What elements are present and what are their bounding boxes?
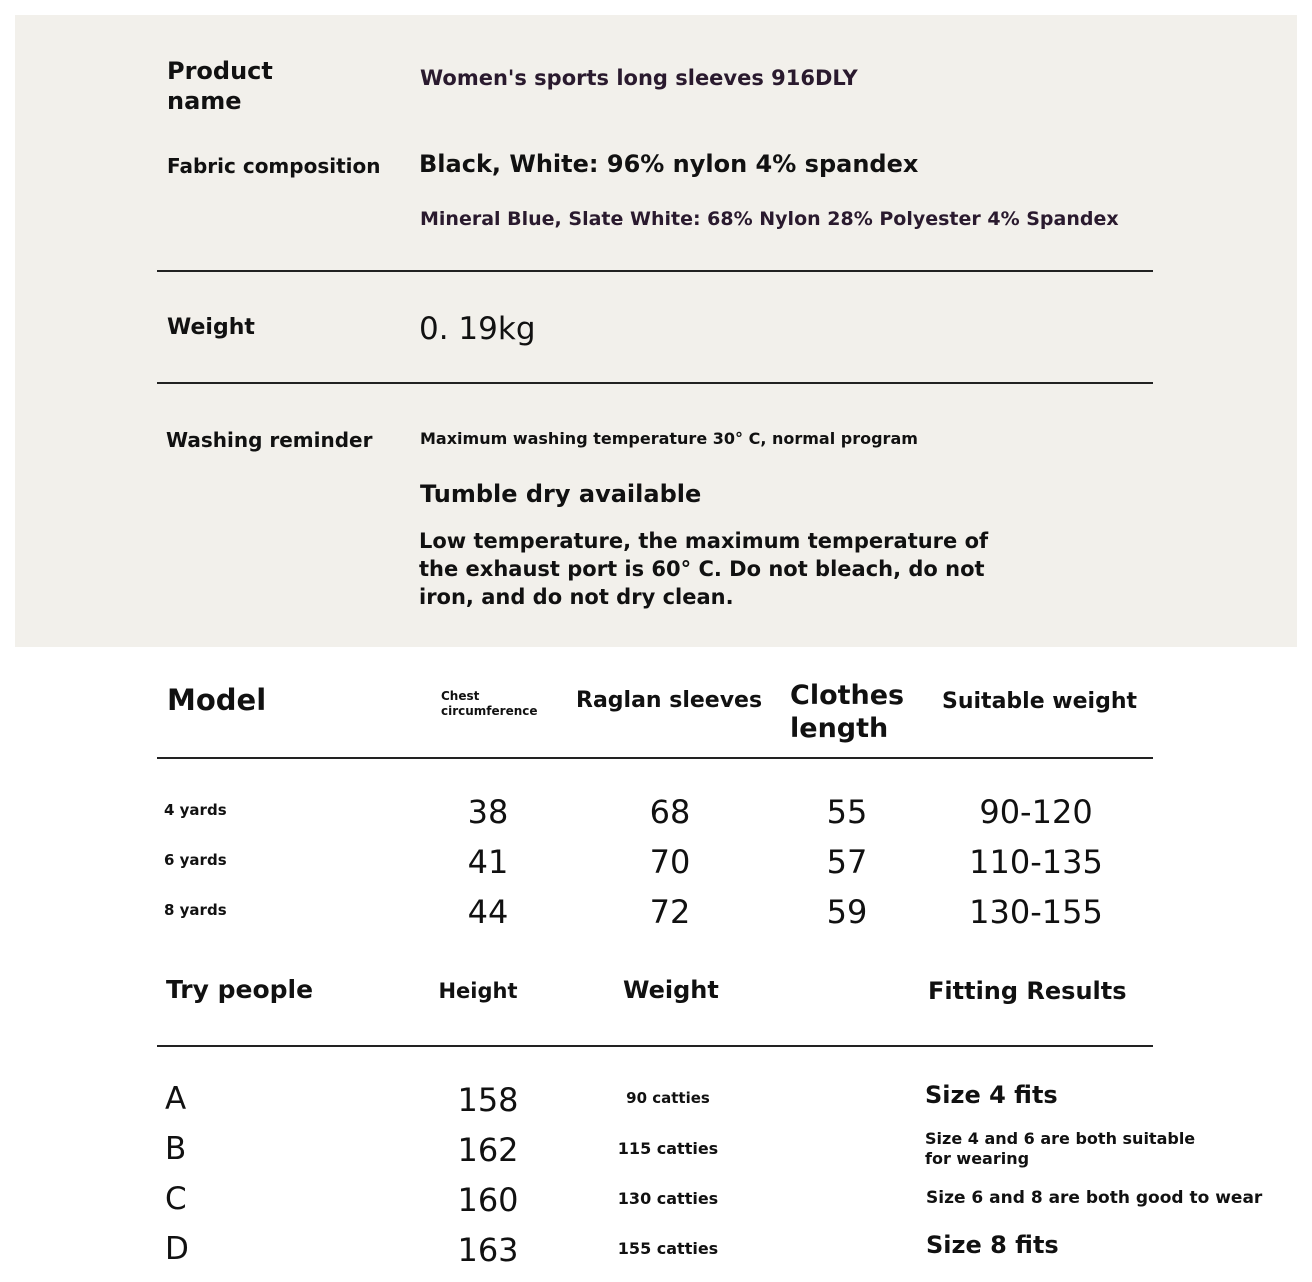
- fitting-result-cell: Size 4 fits: [925, 1081, 1058, 1109]
- person-cell: B: [165, 1131, 187, 1167]
- fitting-results-header: Fitting Results: [928, 977, 1127, 1005]
- try-weight-cell: 130 catties: [617, 1189, 719, 1208]
- length-cell: 57: [826, 843, 868, 881]
- divider: [157, 757, 1153, 759]
- height-cell: 160: [457, 1181, 519, 1219]
- suitable-weight-cell: 110-135: [969, 843, 1103, 881]
- sleeves-cell: 68: [649, 793, 691, 831]
- divider: [157, 270, 1153, 272]
- fitting-result-cell: Size 4 and 6 are both suitable for wearing: [925, 1129, 1196, 1168]
- divider: [157, 382, 1153, 384]
- tumble-dry-text: Tumble dry available: [420, 480, 702, 508]
- person-cell: D: [165, 1231, 189, 1267]
- size-model-cell: 8 yards: [164, 901, 227, 919]
- drying-instructions-text: Low temperature, the maximum temperature of the exhaust port is 60° C. Do not bleach, do not iron, and do not dry clean.: [419, 529, 989, 609]
- chest-cell: 41: [467, 843, 509, 881]
- suitable-weight-cell: 130-155: [969, 893, 1103, 931]
- weight-label: Weight: [167, 315, 255, 340]
- try-weight-cell: 90 catties: [626, 1089, 710, 1107]
- sleeves-cell: 70: [649, 843, 691, 881]
- suitable-weight-cell: 90-120: [979, 793, 1093, 831]
- divider: [157, 1045, 1153, 1047]
- suitable-weight-header: Suitable weight: [942, 689, 1137, 714]
- weight-value: 0. 19kg: [419, 311, 536, 347]
- try-people-header: Try people: [166, 975, 314, 1004]
- size-model-cell: 4 yards: [164, 801, 227, 819]
- fabric-composition-line1: Black, White: 96% nylon 4% spandex: [419, 150, 919, 178]
- length-cell: 59: [826, 893, 868, 931]
- height-cell: 163: [457, 1231, 519, 1269]
- fitting-result-cell: Size 6 and 8 are both good to wear: [926, 1188, 1263, 1208]
- chest-cell: 44: [467, 893, 509, 931]
- product-name-label: Product name: [167, 57, 273, 115]
- chest-cell: 38: [467, 793, 509, 831]
- model-header: Model: [167, 683, 267, 717]
- height-cell: 158: [457, 1081, 519, 1119]
- product-name-value: Women's sports long sleeves 916DLY: [420, 66, 858, 90]
- try-weight-cell: 115 catties: [617, 1139, 719, 1158]
- weight-header: Weight: [623, 976, 719, 1004]
- fabric-composition-label: Fabric composition: [167, 154, 381, 178]
- chest-circumference-header: Chest circumference: [441, 689, 538, 718]
- clothes-length-header: Clothes length: [790, 680, 905, 744]
- height-header: Height: [438, 979, 518, 1003]
- try-weight-cell: 155 catties: [617, 1239, 719, 1258]
- size-model-cell: 6 yards: [164, 851, 227, 869]
- washing-temperature-text: Maximum washing temperature 30° C, normal program: [420, 429, 918, 448]
- person-cell: C: [165, 1181, 187, 1217]
- height-cell: 162: [457, 1131, 519, 1169]
- raglan-sleeves-header: Raglan sleeves: [576, 688, 763, 713]
- sleeves-cell: 72: [649, 893, 691, 931]
- washing-reminder-label: Washing reminder: [166, 428, 373, 452]
- person-cell: A: [165, 1081, 187, 1117]
- length-cell: 55: [826, 793, 868, 831]
- fitting-result-cell: Size 8 fits: [926, 1231, 1059, 1259]
- fabric-composition-line2: Mineral Blue, Slate White: 68% Nylon 28% Polyester 4% Spandex: [420, 208, 1119, 230]
